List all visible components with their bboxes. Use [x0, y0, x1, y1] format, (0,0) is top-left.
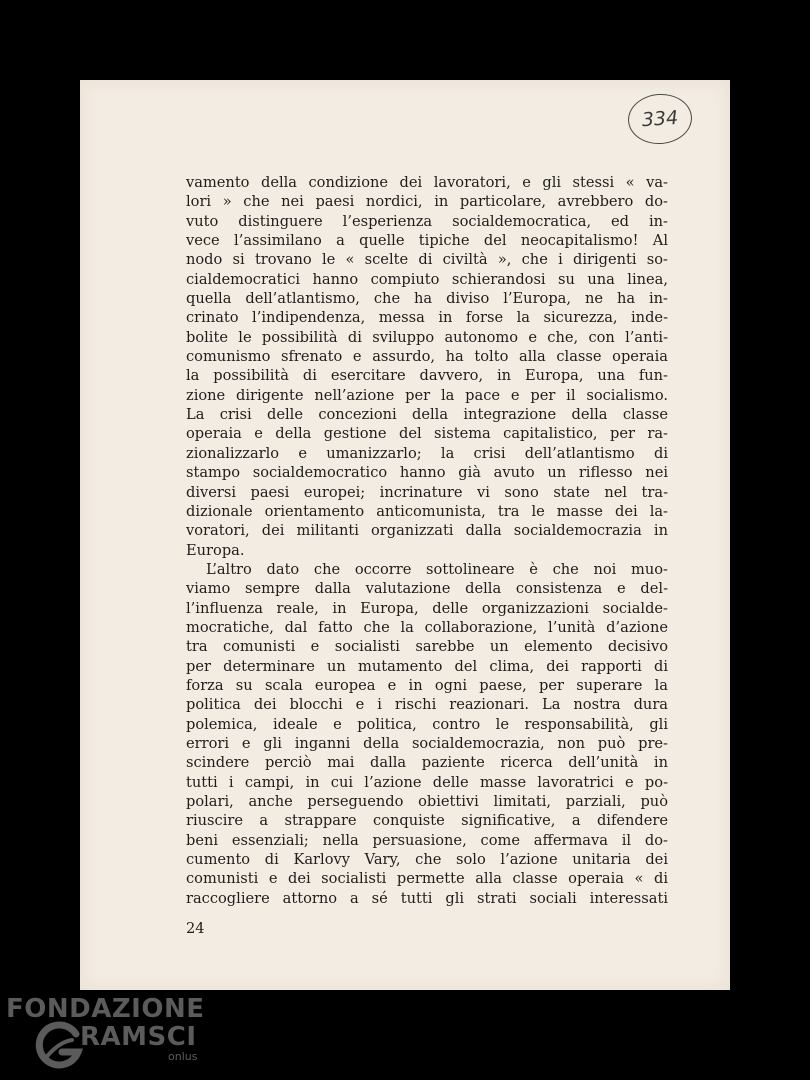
- archive-number-stamp: [626, 92, 693, 146]
- text-line: politica dei blocchi e i rischi reazionari. La nostra dura: [186, 696, 668, 714]
- text-line: vamento della condizione dei lavoratori, e gli stessi « va-: [186, 174, 668, 191]
- text-line: errori e gli inganni della socialdemocrazia, non può pre-: [186, 734, 668, 752]
- text-line: zionalizzarlo e umanizzarlo; la crisi dell’atlantismo di: [186, 444, 668, 462]
- text-line: comunisti e dei socialisti permette alla classe operaia « di: [186, 870, 668, 888]
- text-line: vece l’assimilano a quelle tipiche del neocapitalismo! Al: [186, 232, 668, 250]
- text-line: mocratiche, dal fatto che la collaborazione, l’unità d’azione: [186, 618, 668, 636]
- text-line: tutti i campi, in cui l’azione delle masse lavoratrici e po-: [186, 773, 668, 791]
- text-line: diversi paesi europei; incrinature vi sono state nel tra-: [186, 483, 668, 501]
- text-line: polemica, ideale e politica, contro le responsabilità, gli: [186, 715, 668, 733]
- text-line: polari, anche perseguendo obiettivi limitati, parziali, può: [186, 793, 668, 810]
- text-line: quella dell’atlantismo, che ha diviso l’Europa, ne ha in-: [186, 290, 668, 308]
- text-line: beni essenziali; nella persuasione, come affermava il do-: [186, 831, 668, 849]
- text-line: raccogliere attorno a sé tutti gli strati sociali interessati: [186, 889, 668, 907]
- text-line: crinato l’indipendenza, messa in forse la sicurezza, inde-: [186, 309, 668, 327]
- fondazione-gramsci-watermark: [6, 990, 206, 1070]
- text-line: la possibilità di esercitare davvero, in Europa, una fun-: [186, 367, 668, 385]
- text-line: viamo sempre dalla valutazione della consistenza e del-: [186, 580, 668, 598]
- text-line: bolite le possibilità di sviluppo autonomo e che, con l’anti-: [186, 328, 668, 346]
- text-line: L’altro dato che occorre sottolineare è che noi muo-: [206, 560, 668, 578]
- text-line: La crisi delle concezioni della integrazione della classe: [186, 406, 668, 424]
- text-line: per determinare un mutamento del clima, dei rapporti di: [186, 657, 668, 675]
- g-logo-icon: [32, 1020, 84, 1072]
- text-line: riuscire a strappare conquiste significative, a difendere: [186, 812, 668, 830]
- text-line: voratori, dei militanti organizzati dalla socialdemocrazia in: [186, 522, 668, 540]
- text-line: lori » che nei paesi nordici, in particolare, avrebbero do-: [186, 193, 668, 211]
- text-line: cialdemocratici hanno compiuto schierandosi su una linea,: [186, 270, 668, 288]
- text-line: tra comunisti e socialisti sarebbe un elemento decisivo: [186, 638, 668, 656]
- watermark-line-1: FONDAZIONE: [6, 994, 205, 1024]
- body-text: [186, 173, 668, 908]
- watermark-suffix: onlus: [168, 1050, 198, 1063]
- text-line: forza su scala europea e in ogni paese, per superare la: [186, 676, 668, 694]
- page-number: 24: [186, 920, 205, 937]
- text-line: vuto distinguere l’esperienza socialdemocratica, ed in-: [186, 212, 668, 230]
- text-line: zione dirigente nell’azione per la pace e per il socialismo.: [186, 386, 668, 404]
- text-line: cumento di Karlovy Vary, che solo l’azione unitaria dei: [186, 851, 668, 869]
- watermark-line-2: RAMSCI: [80, 1022, 197, 1052]
- text-line: nodo si trovano le « scelte di civiltà », che i dirigenti so-: [186, 251, 668, 269]
- text-line: dizionale orientamento anticomunista, tra le masse dei la-: [186, 502, 668, 520]
- text-line: comunismo sfrenato e assurdo, ha tolto alla classe operaia: [186, 348, 668, 366]
- text-line: l’influenza reale, in Europa, delle organizzazioni socialde-: [186, 599, 668, 617]
- stamp-number: 334: [641, 106, 679, 132]
- text-line: scindere perciò mai dalla paziente ricerca dell’unità in: [186, 754, 668, 772]
- text-line: Europa.: [186, 541, 245, 559]
- text-line: operaia e della gestione del sistema capitalistico, per ra-: [186, 425, 668, 443]
- document-page: [80, 80, 730, 990]
- text-line: stampo socialdemocratico hanno già avuto un riflesso nei: [186, 464, 668, 482]
